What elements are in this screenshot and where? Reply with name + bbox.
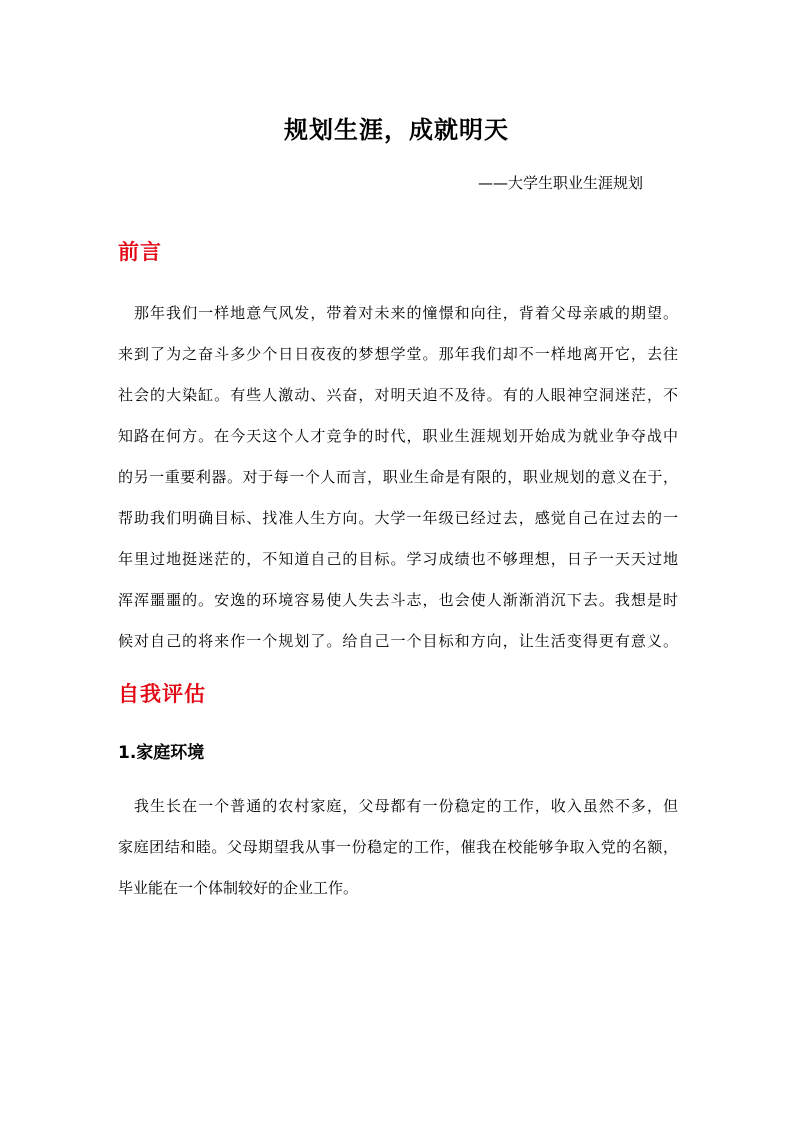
paragraph-line: 知路在何方。在今天这个人才竞争的时代，职业生涯规划开始成为就业争夺战中 bbox=[118, 427, 678, 445]
paragraph-line: 候对自己的将来作一个规划了。给自己一个目标和方向，让生活变得更有意义。 bbox=[118, 632, 678, 650]
paragraph-line: 来到了为之奋斗多少个日日夜夜的梦想学堂。那年我们却不一样地离开它，去往 bbox=[118, 345, 678, 363]
paragraph-line: 那年我们一样地意气风发，带着对未来的憧憬和向往，背着父母亲戚的期望。 bbox=[134, 304, 678, 322]
document-title: 规划生涯，成就明天 bbox=[284, 116, 509, 144]
preface-paragraph bbox=[118, 293, 678, 662]
document-subtitle: ——大学生职业生涯规划 bbox=[478, 174, 644, 192]
paragraph-line: 毕业能在一个体制较好的企业工作。 bbox=[118, 879, 359, 897]
paragraph-line: 帮助我们明确目标、找准人生方向。大学一年级已经过去，感觉自己在过去的一 bbox=[118, 509, 678, 527]
paragraph-line: 浑浑噩噩的。安逸的环境容易使人失去斗志，也会使人渐渐消沉下去。我想是时 bbox=[118, 591, 678, 609]
paragraph-line: 我生长在一个普通的农村家庭，父母都有一份稳定的工作，收入虽然不多，但 bbox=[134, 797, 678, 815]
family-environment-paragraph bbox=[118, 786, 678, 909]
paragraph-line: 社会的大染缸。有些人激动、兴奋，对明天迫不及待。有的人眼神空洞迷茫，不 bbox=[118, 386, 678, 404]
family-environment-subheading: 1.家庭环境 bbox=[118, 743, 205, 763]
paragraph-line: 家庭团结和睦。父母期望我从事一份稳定的工作，催我在校能够争取入党的名额， bbox=[118, 838, 678, 856]
paragraph-line: 年里过地挺迷茫的，不知道自己的目标。学习成绩也不够理想，日子一天天过地 bbox=[118, 550, 678, 568]
paragraph-line: 的另一重要利器。对于每一个人而言，职业生命是有限的，职业规划的意义在于， bbox=[118, 468, 678, 486]
preface-heading: 前言 bbox=[118, 240, 162, 264]
self-assessment-heading: 自我评估 bbox=[118, 682, 206, 706]
